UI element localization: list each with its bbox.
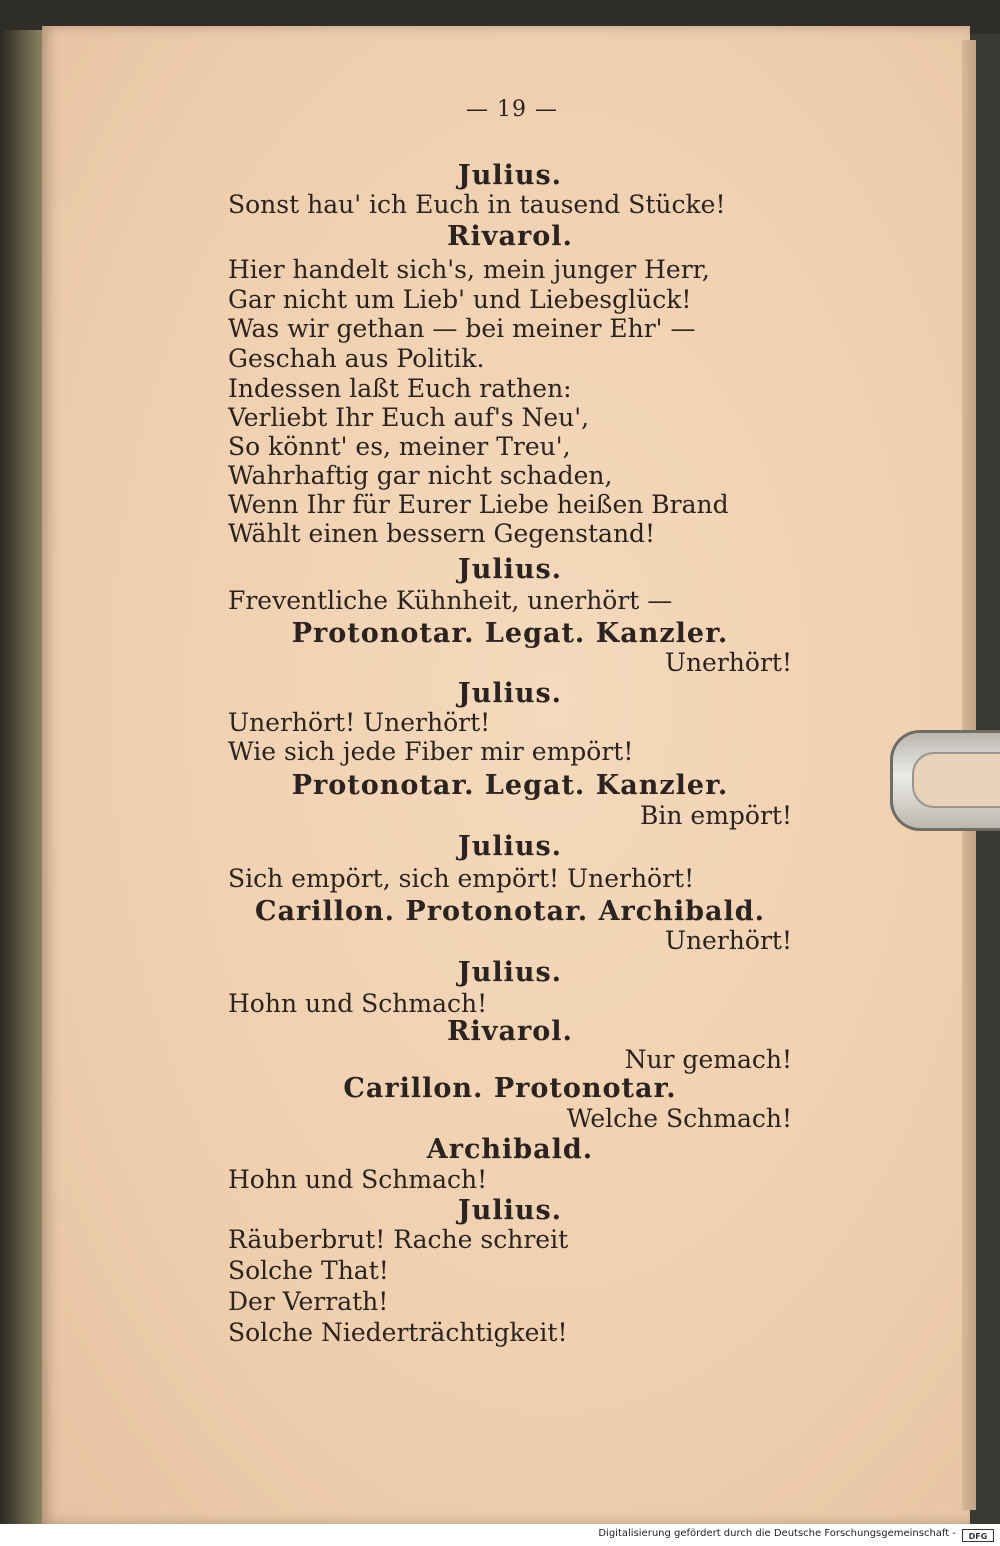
- funding-notice: Digitalisierung gefördert durch die Deutsche Forschungsgemeinschaft -: [598, 1528, 956, 1539]
- verse-line: Hohn und Schmach!: [228, 1165, 488, 1194]
- verse-line-right: Unerhört!: [664, 926, 792, 955]
- verse-line: Wählt einen bessern Gegenstand!: [228, 519, 656, 548]
- speaker-heading: Protonotar. Legat. Kanzler.: [291, 618, 729, 649]
- verse-line: Solche That!: [228, 1256, 389, 1285]
- speaker-heading: Rivarol.: [447, 221, 573, 252]
- speaker-heading: Protonotar. Legat. Kanzler.: [291, 770, 729, 801]
- verse-line: Gar nicht um Lieb' und Liebesglück!: [228, 285, 692, 314]
- speaker-heading: Julius.: [457, 160, 563, 191]
- verse-line: Räuberbrut! Rache schreit: [228, 1225, 569, 1254]
- speaker-heading: Julius.: [457, 1195, 563, 1226]
- verse-line: Der Verrath!: [228, 1287, 389, 1316]
- verse-line: Verliebt Ihr Euch auf's Neu',: [228, 403, 590, 432]
- verse-line: Sonst hau' ich Euch in tausend Stücke!: [228, 190, 726, 219]
- speaker-heading: Rivarol.: [447, 1016, 573, 1047]
- verse-line: Hohn und Schmach!: [228, 989, 488, 1018]
- dfg-logo-icon: DFG: [962, 1529, 994, 1542]
- footer-bar: [0, 1526, 1000, 1546]
- verse-line: Wahrhaftig gar nicht schaden,: [228, 461, 613, 490]
- verse-line: Solche Niederträchtigkeit!: [228, 1318, 568, 1347]
- page-number: — 19 —: [466, 97, 558, 122]
- speaker-heading: Julius.: [457, 554, 563, 585]
- speaker-heading: Julius.: [457, 678, 563, 709]
- verse-line: Was wir gethan — bei meiner Ehr' —: [228, 314, 696, 343]
- speaker-heading: Julius.: [457, 957, 563, 988]
- verse-line: Wie sich jede Fiber mir empört!: [228, 737, 634, 766]
- verse-line-right: Bin empört!: [639, 801, 792, 830]
- verse-line: Geschah aus Politik.: [228, 344, 485, 373]
- verse-line: Sich empört, sich empört! Unerhört!: [228, 864, 695, 893]
- speaker-heading: Archibald.: [426, 1134, 594, 1165]
- verse-line: Hier handelt sich's, mein junger Herr,: [228, 255, 710, 284]
- verse-line-right: Welche Schmach!: [566, 1104, 792, 1133]
- verse-line: Unerhört! Unerhört!: [228, 708, 491, 737]
- verse-line-right: Nur gemach!: [624, 1045, 792, 1074]
- speaker-heading: Julius.: [457, 831, 563, 862]
- verse-line-right: Unerhört!: [664, 648, 792, 677]
- verse-line: Freventliche Kühnheit, unerhört —: [228, 586, 673, 615]
- speaker-heading: Carillon. Protonotar. Archibald.: [255, 896, 765, 927]
- verse-line: So könnt' es, meiner Treu',: [228, 432, 571, 461]
- verse-line: Indessen laßt Euch rathen:: [228, 374, 572, 403]
- verse-line: Wenn Ihr für Eurer Liebe heißen Brand: [228, 490, 729, 519]
- speaker-heading: Carillon. Protonotar.: [343, 1073, 677, 1104]
